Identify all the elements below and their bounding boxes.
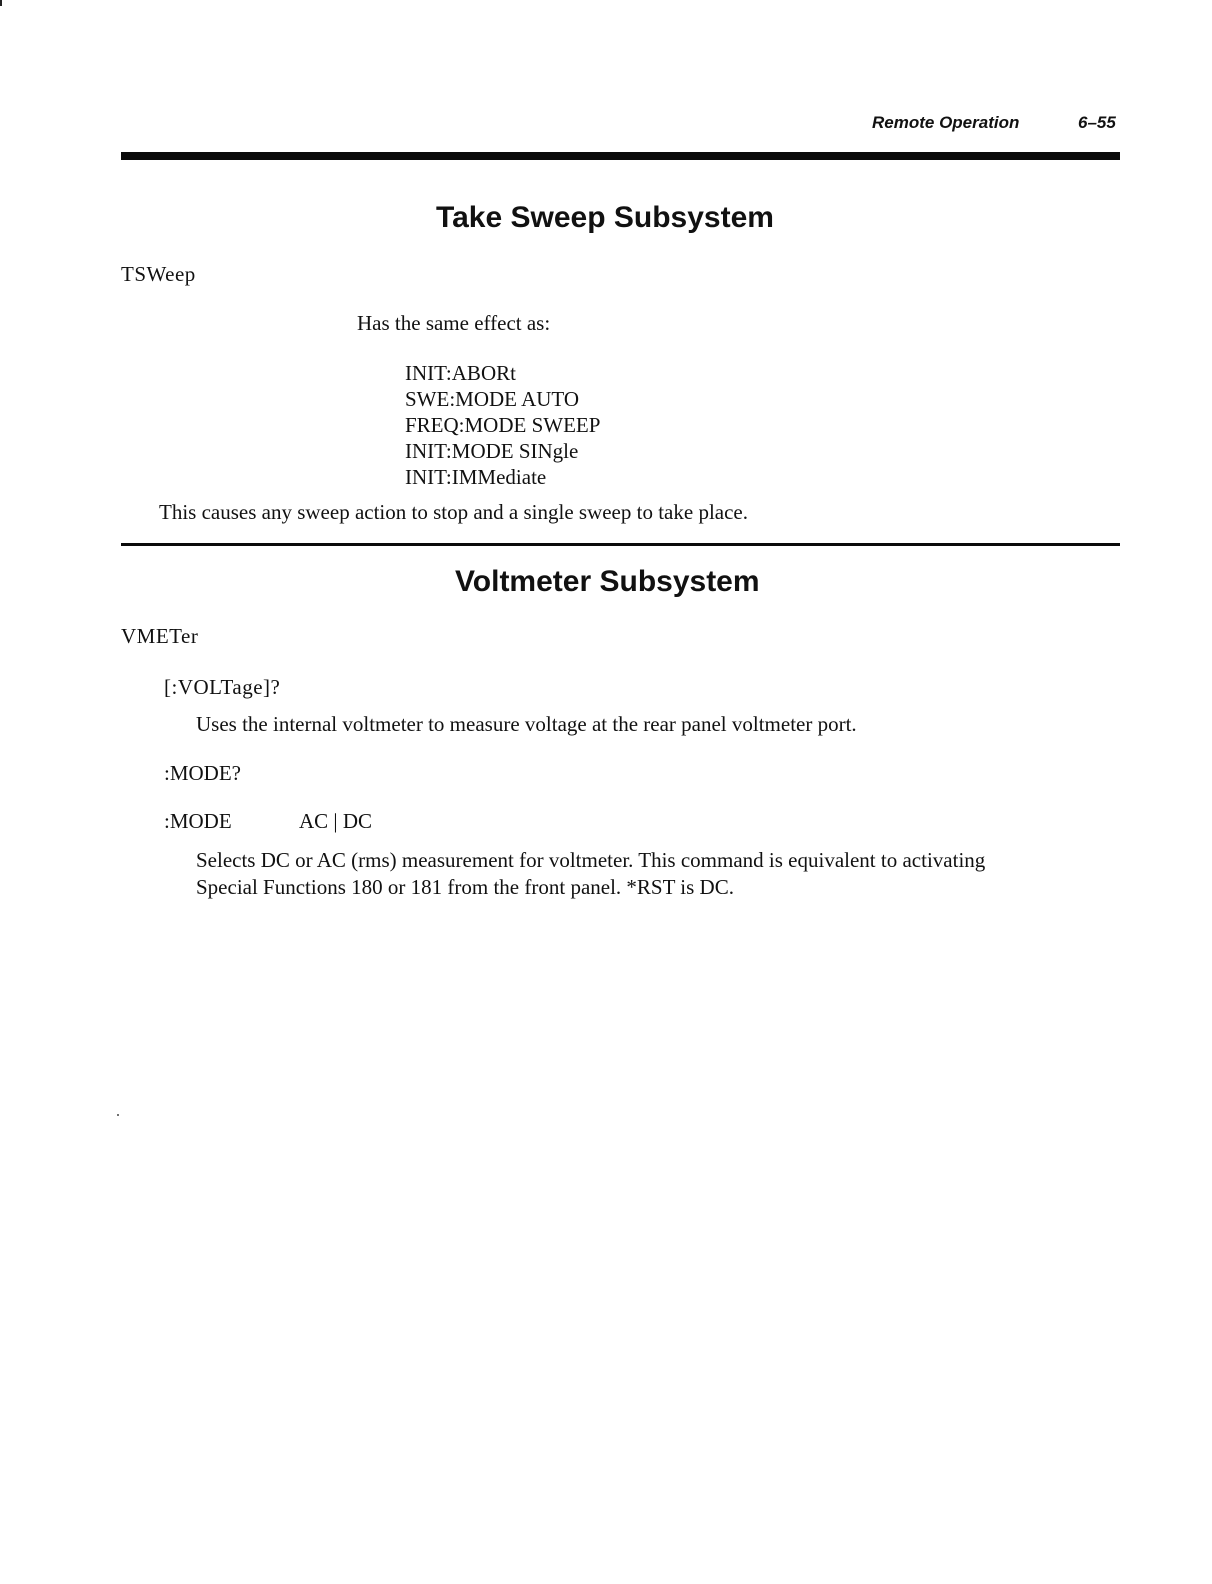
tsweep-equivalent-commands xyxy=(405,360,600,490)
equivalent-command: SWE:MODE AUTO xyxy=(405,387,580,411)
voltage-query: [:VOLTage]? xyxy=(164,675,281,699)
mode-description-line: Special Functions 180 or 181 from the front panel. *RST is DC. xyxy=(196,875,734,899)
page-number: 6–55 xyxy=(1078,113,1116,132)
voltage-query-description: Uses the internal voltmeter to measure voltage at the rear panel voltmeter port. xyxy=(196,712,857,736)
voltmeter-title: Voltmeter Subsystem xyxy=(455,565,760,598)
mode-command-description xyxy=(196,847,985,901)
tsweep-summary: This causes any sweep action to stop and a single sweep to take place. xyxy=(159,500,748,524)
take-sweep-title: Take Sweep Subsystem xyxy=(436,201,774,234)
scan-edge-mark xyxy=(0,0,2,6)
vmeter-command: VMETer xyxy=(121,624,199,648)
header-rule xyxy=(121,152,1120,160)
mode-parameters: AC | DC xyxy=(299,809,373,833)
equivalent-command: INIT:IMMediate xyxy=(405,465,547,489)
section-divider xyxy=(121,543,1120,546)
mode-command: :MODE xyxy=(164,809,232,833)
equivalent-command: INIT:MODE SINgle xyxy=(405,439,579,463)
equivalent-command: INIT:ABORt xyxy=(405,361,516,385)
tsweep-command: TSWeep xyxy=(121,262,196,286)
running-header-section: Remote Operation xyxy=(872,113,1020,132)
tsweep-intro: Has the same effect as: xyxy=(357,311,551,335)
scan-speck xyxy=(117,1114,119,1116)
equivalent-command: FREQ:MODE SWEEP xyxy=(405,413,601,437)
mode-description-line: Selects DC or AC (rms) measurement for voltmeter. This command is equivalent to activating xyxy=(196,848,986,872)
mode-query: :MODE? xyxy=(164,761,241,785)
